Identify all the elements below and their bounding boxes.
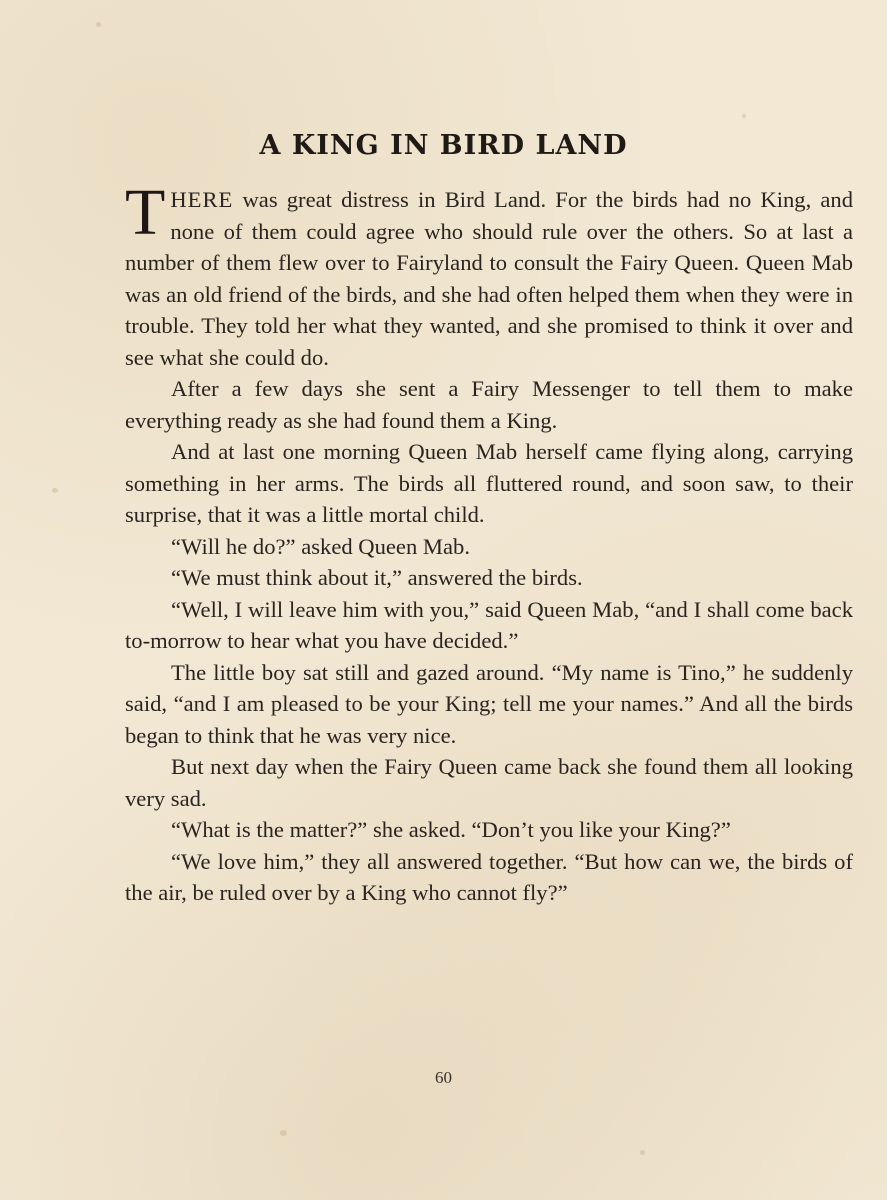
paragraph: “We love him,” they all answered together. “But how can we, the birds of the air, be ruled over by a King who cannot fly?” bbox=[125, 848, 853, 905]
paragraph-text: was great distress in Bird Land. For the birds had no King, and none of them could agree who should rule over the others. So at last a number of them flew over to Fairyland to consult the Fairy Queen. Queen Mab was an old friend of the birds, and she had often helped them when they were in trouble. They told her what they wanted, and she promised to think it over and see what she could do. bbox=[125, 187, 853, 370]
paper-stain bbox=[640, 1150, 645, 1155]
body-text bbox=[125, 176, 853, 909]
paper-stain bbox=[52, 488, 58, 493]
paragraph: “What is the matter?” she asked. “Don’t you like your King?” bbox=[171, 817, 731, 842]
paragraph: And at last one morning Queen Mab herself came flying along, carrying something in her arms. The birds all fluttered round, and soon saw, to their surprise, that it was a little mortal child. bbox=[125, 439, 853, 527]
paper-stain bbox=[280, 1130, 287, 1136]
drop-cap: T bbox=[125, 176, 166, 249]
first-word: HERE bbox=[170, 187, 234, 212]
paragraph: “Will he do?” asked Queen Mab. bbox=[171, 533, 470, 559]
paragraph: But next day when the Fairy Queen came back she found them all looking very sad. bbox=[125, 754, 853, 811]
paper-stain bbox=[742, 114, 746, 118]
paragraph: “Well, I will leave him with you,” said Queen Mab, “and I shall come back to-morrow to hear what you have decided.” bbox=[125, 596, 853, 653]
paper-stain bbox=[96, 22, 101, 27]
paragraph: The little boy sat still and gazed around. “My name is Tino,” he suddenly said, “and I am pleased to be your King; tell me your names.” And all the birds began to think that he was very nice. bbox=[125, 659, 853, 748]
page-number: 60 bbox=[435, 1068, 452, 1087]
paragraph bbox=[125, 176, 853, 373]
chapter-title: A KING IN BIRD LAND bbox=[259, 130, 628, 161]
paragraph: After a few days she sent a Fairy Messenger to tell them to make everything ready as she had found them a King. bbox=[125, 376, 853, 433]
paragraph: “We must think about it,” answered the birds. bbox=[171, 565, 583, 590]
